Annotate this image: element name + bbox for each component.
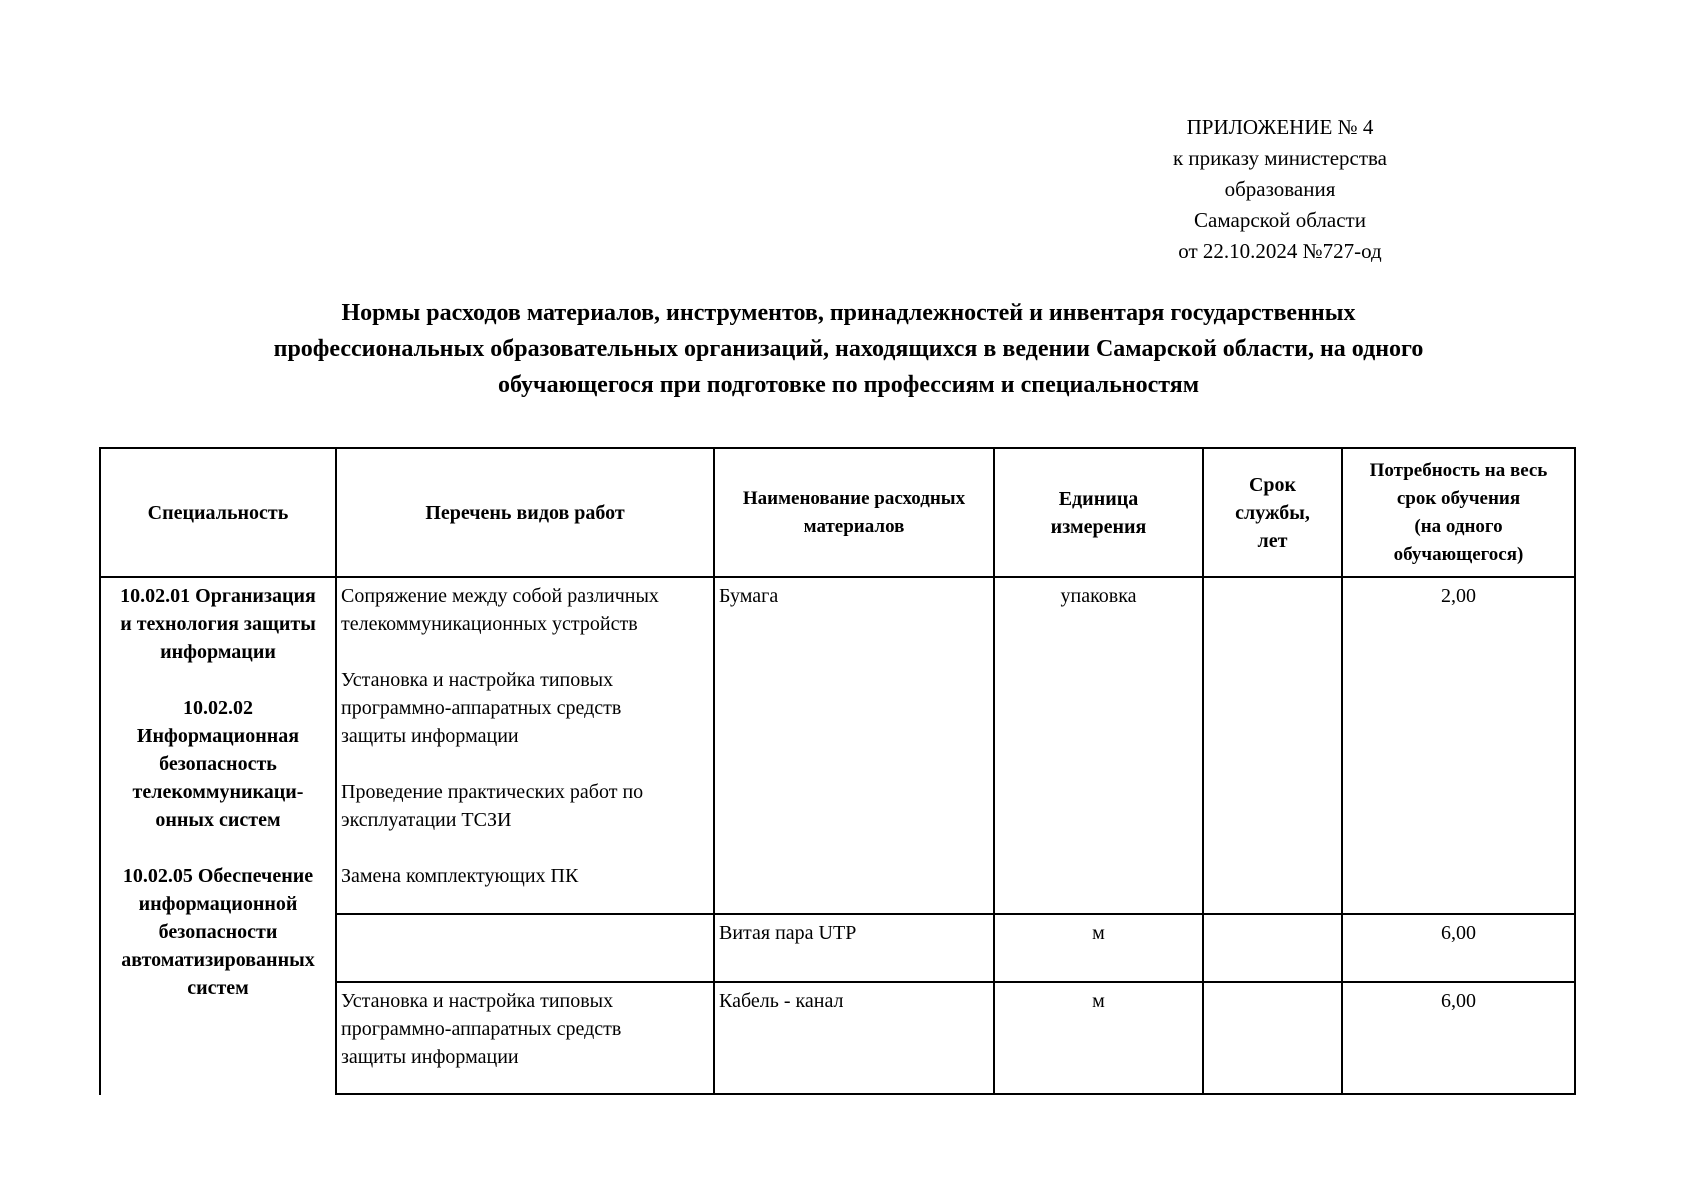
- specialty-line: 10.02.02: [183, 697, 253, 719]
- header-works: [337, 449, 713, 576]
- row3-need: 6,00: [1441, 990, 1476, 1012]
- specialty-line: информационной: [138, 893, 298, 915]
- row1-material: Бумага: [719, 585, 779, 607]
- works-line: эксплуатации ТСЗИ: [341, 809, 512, 831]
- header-bottom-border: [99, 576, 1576, 578]
- works-line: Замена комплектующих ПК: [341, 865, 579, 887]
- row1-bottom-border: [335, 913, 1576, 915]
- row2-bottom-border: [335, 981, 1576, 983]
- row3-unit: м: [1092, 990, 1105, 1012]
- appendix-line: к приказу министерства: [1172, 146, 1388, 170]
- document-title: [120, 295, 1577, 403]
- row1-works-cell: [341, 582, 711, 890]
- specialty-line: Информационная: [136, 725, 300, 747]
- works-line: Проведение практических работ по: [341, 781, 644, 803]
- title-line: Нормы расходов материалов, инструментов, принадлежностей и инвентаря государственных: [341, 300, 1356, 326]
- header-need: [1343, 449, 1574, 576]
- header-need-line: срок обучения: [1396, 487, 1521, 509]
- works-line: защиты информации: [341, 725, 519, 747]
- header-materials-line: материалов: [803, 515, 905, 537]
- header-term-line: службы,: [1235, 501, 1310, 524]
- header-materials-line: Наименование расходных: [742, 487, 966, 509]
- specialty-line: телекоммуникаци-: [132, 781, 304, 803]
- header-specialty-label: Специальность: [147, 501, 289, 524]
- specialty-line: 10.02.05 Обеспечение: [122, 865, 314, 887]
- header-materials: [715, 449, 993, 576]
- works-line: Установка и настройка типовых: [341, 669, 614, 691]
- header-unit: [995, 449, 1202, 576]
- row2-material: Витая пара UTP: [719, 922, 857, 944]
- specialty-cell: [101, 582, 335, 1002]
- header-specialty: [101, 449, 335, 576]
- header-need-line: Потребность на весь: [1369, 459, 1548, 481]
- specialty-line: информации: [160, 641, 276, 663]
- appendix-line: Самарской области: [1194, 208, 1366, 232]
- table-border-right: [1574, 447, 1576, 1095]
- specialty-line: онных систем: [155, 809, 281, 831]
- appendix-line: образования: [1224, 177, 1336, 201]
- header-works-label: Перечень видов работ: [425, 501, 625, 524]
- works-line: Установка и настройка типовых: [341, 990, 614, 1012]
- title-line: обучающегося при подготовке по профессиям и специальностям: [497, 372, 1200, 398]
- specialty-line: безопасности: [158, 921, 278, 943]
- header-term-line: Срок: [1248, 473, 1297, 496]
- header-term-line: лет: [1257, 529, 1288, 552]
- row2-need: 6,00: [1441, 922, 1476, 944]
- row1-need: 2,00: [1441, 585, 1476, 607]
- title-line: профессиональных образовательных организаций, находящихся в ведении Самарской области, на одного: [273, 336, 1424, 362]
- norms-table: [99, 447, 1576, 1095]
- works-line: Сопряжение между собой различных: [341, 585, 659, 607]
- works-line: программно-аппаратных средств: [341, 697, 622, 719]
- header-need-line: обучающегося): [1393, 543, 1524, 565]
- specialty-line: и технология защиты: [120, 613, 316, 635]
- header-unit-line: Единица: [1058, 487, 1139, 510]
- row2-unit: м: [1092, 922, 1105, 944]
- row3-works-cell: [341, 987, 711, 1071]
- works-line: программно-аппаратных средств: [341, 1018, 622, 1040]
- header-need-line: (на одного: [1414, 515, 1503, 537]
- specialty-line: автоматизированных: [121, 949, 315, 971]
- row1-unit: упаковка: [1060, 585, 1137, 607]
- row3-material: Кабель - канал: [719, 990, 844, 1012]
- works-line: телекоммуникационных устройств: [341, 613, 638, 635]
- header-unit-line: измерения: [1050, 515, 1147, 538]
- appendix-header: [1120, 112, 1440, 267]
- specialty-line: безопасность: [159, 753, 277, 775]
- specialty-line: 10.02.01 Организация: [120, 585, 316, 607]
- specialty-line: систем: [187, 977, 249, 999]
- appendix-line: от 22.10.2024 №727-од: [1178, 239, 1382, 263]
- row3-bottom-border: [335, 1093, 1576, 1095]
- works-line: защиты информации: [341, 1046, 519, 1068]
- header-service-term: [1204, 449, 1341, 576]
- appendix-line: ПРИЛОЖЕНИЕ № 4: [1186, 115, 1374, 139]
